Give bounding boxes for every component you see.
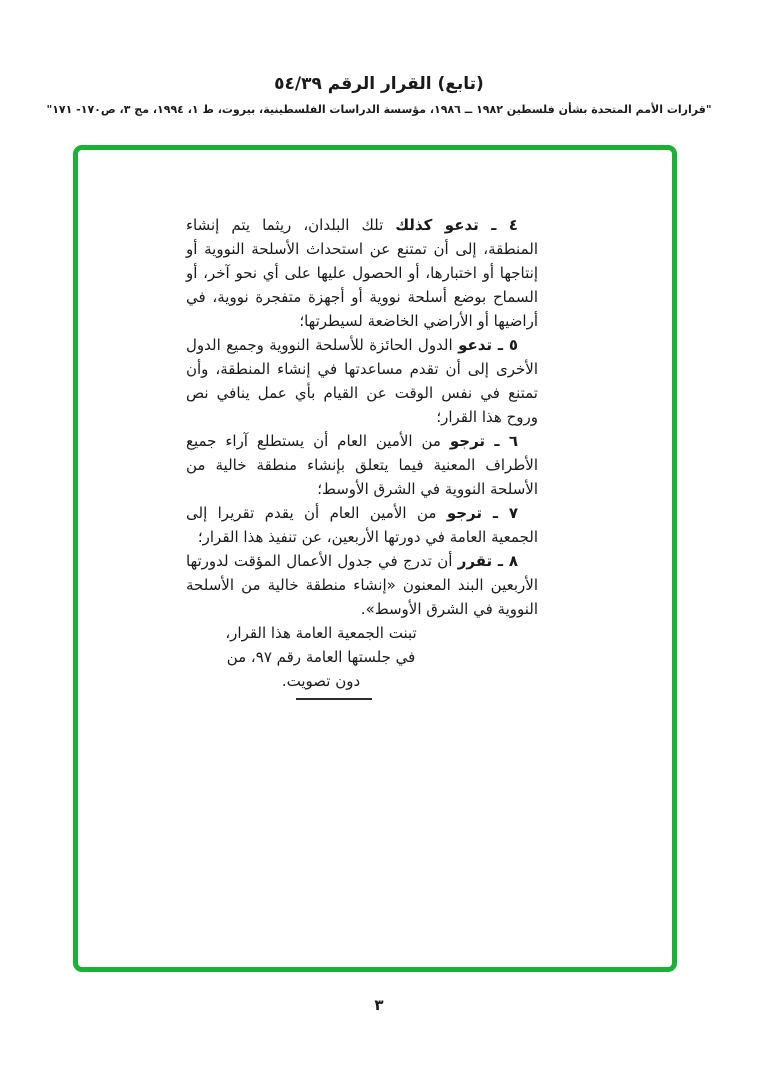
resolution-paragraph-7 <box>186 501 538 549</box>
adoption-note-line-2: في جلستها العامة رقم ٩٧، من <box>226 648 416 666</box>
paragraph-5-lead: ٥ ـ تدعو <box>458 336 518 354</box>
paragraph-5-text: الدول الحائزة للأسلحة النووية وجميع الدول الأخرى إلى أن تقدم مساعدتها في إنشاء المنطقة، وأن تمتنع في نفس الوقت عن القيام بأي عمل ينافي نص وروح هذا القرار؛ <box>186 336 538 426</box>
adoption-note-line-1: تبنت الجمعية العامة هذا القرار، <box>225 624 417 642</box>
resolution-paragraph-4 <box>186 213 538 333</box>
document-frame <box>73 145 677 972</box>
resolution-title: (تابع) القرار الرقم ٥٤/٣٩ <box>274 74 484 94</box>
resolution-paragraph-8 <box>186 549 538 621</box>
paragraph-8-text: أن تدرج في جدول الأعمال المؤقت لدورتها الأربعين البند المعنون «إنشاء منطقة خالية من الأسلحة النووية في الشرق الأوسط». <box>186 552 538 618</box>
source-citation: "قرارات الأمم المتحدة بشأن فلسطين ١٩٨٢ ــ ١٩٨٦، مؤسسة الدراسات الفلسطينية، بيروت، ط ١، ١٩٩٤، مج ٣، ص١٧٠- ١٧١" <box>46 103 712 116</box>
page-number: ٣ <box>374 996 384 1014</box>
paragraph-6-lead: ٦ ـ ترجو <box>449 432 519 450</box>
adoption-note-line-3: دون تصويت. <box>281 672 361 690</box>
paragraph-7-text: من الأمين العام أن يقدم تقريرا إلى الجمعية العامة في دورتها الأربعين، عن تنفيذ هذا القرار؛ <box>186 504 538 546</box>
adoption-note <box>205 621 437 693</box>
resolution-paragraph-6 <box>186 429 538 501</box>
end-of-text-rule <box>296 698 372 700</box>
paragraph-6-text: من الأمين العام أن يستطلع آراء جميع الأطراف المعنية فيما يتعلق بإنشاء منطقة خالية من الأسلحة النووية في الشرق الأوسط؛ <box>186 432 538 498</box>
paragraph-7-lead: ٧ ـ ترجو <box>446 504 518 522</box>
resolution-body <box>186 213 538 700</box>
paragraph-8-lead: ٨ ـ تقرر <box>457 552 518 570</box>
resolution-paragraph-5 <box>186 333 538 429</box>
page-header <box>0 74 758 116</box>
paragraph-4-lead: ٤ ـ تدعو كذلك <box>395 216 518 234</box>
paragraph-4-text: تلك البلدان، ريثما يتم إنشاء المنطقة، إلى أن تمتنع عن استحداث الأسلحة النووية أو إنتاجها أو اختبارها، أو الحصول عليها على أي نحو آخر، أو السماح بوضع أسلحة نووية أو أجهزة متفجرة نووية، في أراضيها أو الأراضي الخاضعة لسيطرتها؛ <box>186 216 538 330</box>
